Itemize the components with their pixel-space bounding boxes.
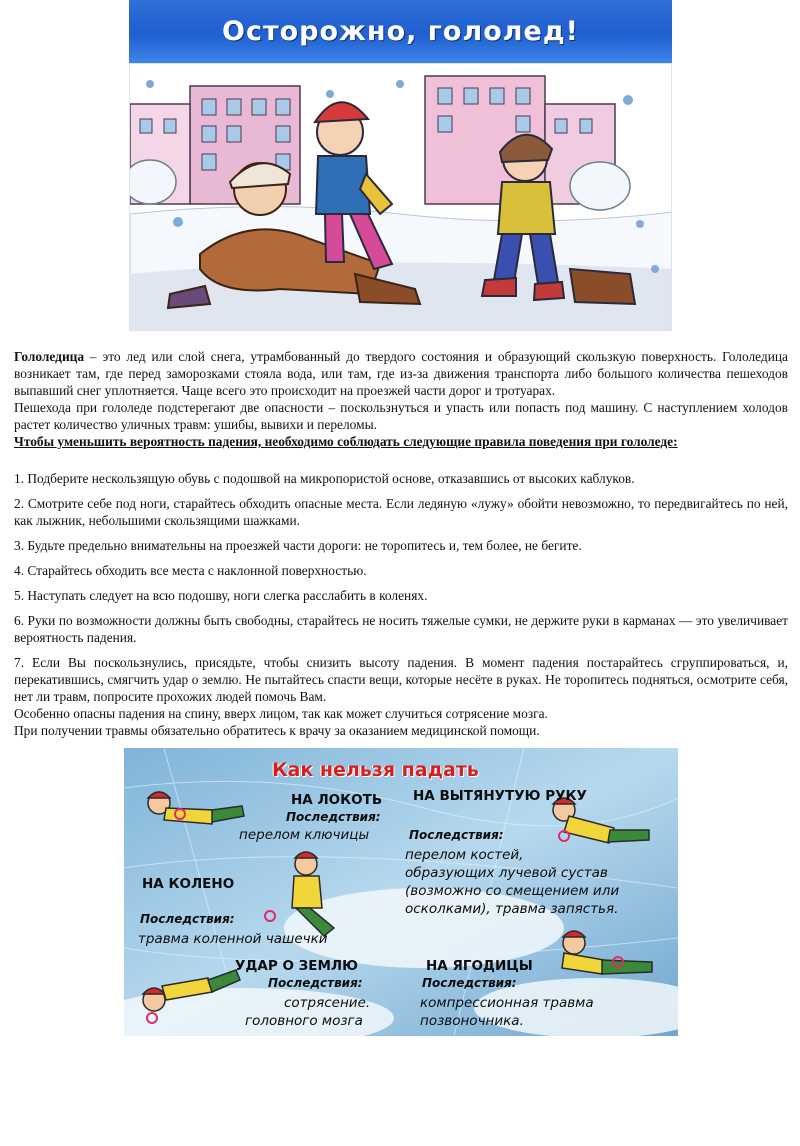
buttocks-consequence-1: компрессионная травма xyxy=(420,995,594,1011)
ground-consequence-1: сотрясение. xyxy=(284,995,371,1011)
buttocks-heading: НА ЯГОДИЦЫ xyxy=(426,958,533,974)
elbow-consequences-label: Последствия: xyxy=(286,810,381,824)
dangers-paragraph: Пешехода при гололеде подстерегают две опасности – поскользнуться и упасть или попасть под машину. С наступлением холодов растет количество уличных травм: ушибы, вывихи и переломы. xyxy=(14,400,788,432)
rule-item: 6. Руки по возможности должны быть свободны, старайтесь не носить тяжелые сумки, не держите руки в карманах — это увеличивает вероятность падения. xyxy=(14,613,788,645)
banner-title: Осторожно, гололед! xyxy=(222,16,579,47)
arm-consequence-1: перелом костей, xyxy=(405,847,524,863)
arm-heading: НА ВЫТЯНУТУЮ РУКУ xyxy=(413,788,587,804)
poster-title: Как нельзя падать xyxy=(272,759,479,781)
note-back-fall: Особенно опасны падения на спину, вверх лицом, так как может случиться сотрясение мозга. xyxy=(14,706,548,721)
rules-list xyxy=(14,470,788,739)
ground-consequence-2: головного мозга xyxy=(245,1013,363,1029)
rule-item: 5. Наступать следует на всю подошву, ноги слегка расслабить в коленях. xyxy=(14,588,428,603)
rule-item: 2. Смотрите себе под ноги, старайтесь обходить опасные места. Если ледяную «лужу» обойти невозможно, то передвигайтесь по ней, как лыжник, небольшими скользящими шажками. xyxy=(14,496,788,528)
note-doctor: При получении травмы обязательно обратитесь к врачу за оказанием медицинской помощи. xyxy=(14,723,540,738)
rule-item: 3. Будьте предельно внимательны на проезжей части дороги: не торопитесь и, тем более, не бегите. xyxy=(14,538,582,553)
buttocks-consequences-label: Последствия: xyxy=(422,976,517,990)
winter-ice-illustration xyxy=(129,63,672,331)
arm-consequence-2: образующих лучевой сустав xyxy=(405,865,608,881)
intro-section xyxy=(14,348,788,450)
buttocks-consequence-2: позвоночника. xyxy=(420,1013,524,1029)
rule-item: 4. Старайтесь обходить все места с наклонной поверхностью. xyxy=(14,563,367,578)
illustration-drawing xyxy=(130,64,672,331)
rules-heading: Чтобы уменьшить вероятность падения, необходимо соблюдать следующие правила поведения при гололеде: xyxy=(14,434,678,449)
definition-term: Гололедица xyxy=(14,349,85,364)
definition-paragraph xyxy=(14,348,788,399)
knee-heading: НА КОЛЕНО xyxy=(142,876,235,892)
title-banner xyxy=(129,0,672,63)
how-not-to-fall-poster xyxy=(124,748,678,1036)
ground-heading: УДАР О ЗЕМЛЮ xyxy=(235,958,358,974)
elbow-heading: НА ЛОКОТЬ xyxy=(291,792,383,808)
rule-item: 1. Подберите нескользящую обувь с подошвой на микропористой основе, отказавшись от высоких каблуков. xyxy=(14,471,635,486)
definition-text: – это лед или слой снега, утрамбованный до твердого состояния и образующий скользкую поверхность. Гололедица возникает там, где перед заморозками стояла вода, или там, где из-за движения транспорта либо большого количества пешеходов выпавший снег уплотняется. Чаще всего это происходит на проезжей части дорог и тротуарах. xyxy=(14,349,788,398)
knee-consequence: травма коленной чашечки xyxy=(138,931,328,947)
arm-consequence-3: (возможно со смещением или xyxy=(405,883,620,899)
arm-consequences-label: Последствия: xyxy=(409,828,504,842)
elbow-consequence: перелом ключицы xyxy=(239,827,370,843)
knee-consequences-label: Последствия: xyxy=(140,912,235,926)
ground-consequences-label: Последствия: xyxy=(268,976,363,990)
rule-item: 7. Если Вы поскользнулись, присядьте, чтобы снизить высоту падения. В момент падения постарайтесь сгруппироваться, и, перекатившись, смягчить удар о землю. Не пытайтесь спасти вещи, которые несёте в руках. Не торопитесь подняться, осмотрите себя, нет ли травм, попросите прохожих людей помочь Вам. xyxy=(14,655,788,704)
arm-consequence-4: осколками), травма запястья. xyxy=(405,901,619,917)
